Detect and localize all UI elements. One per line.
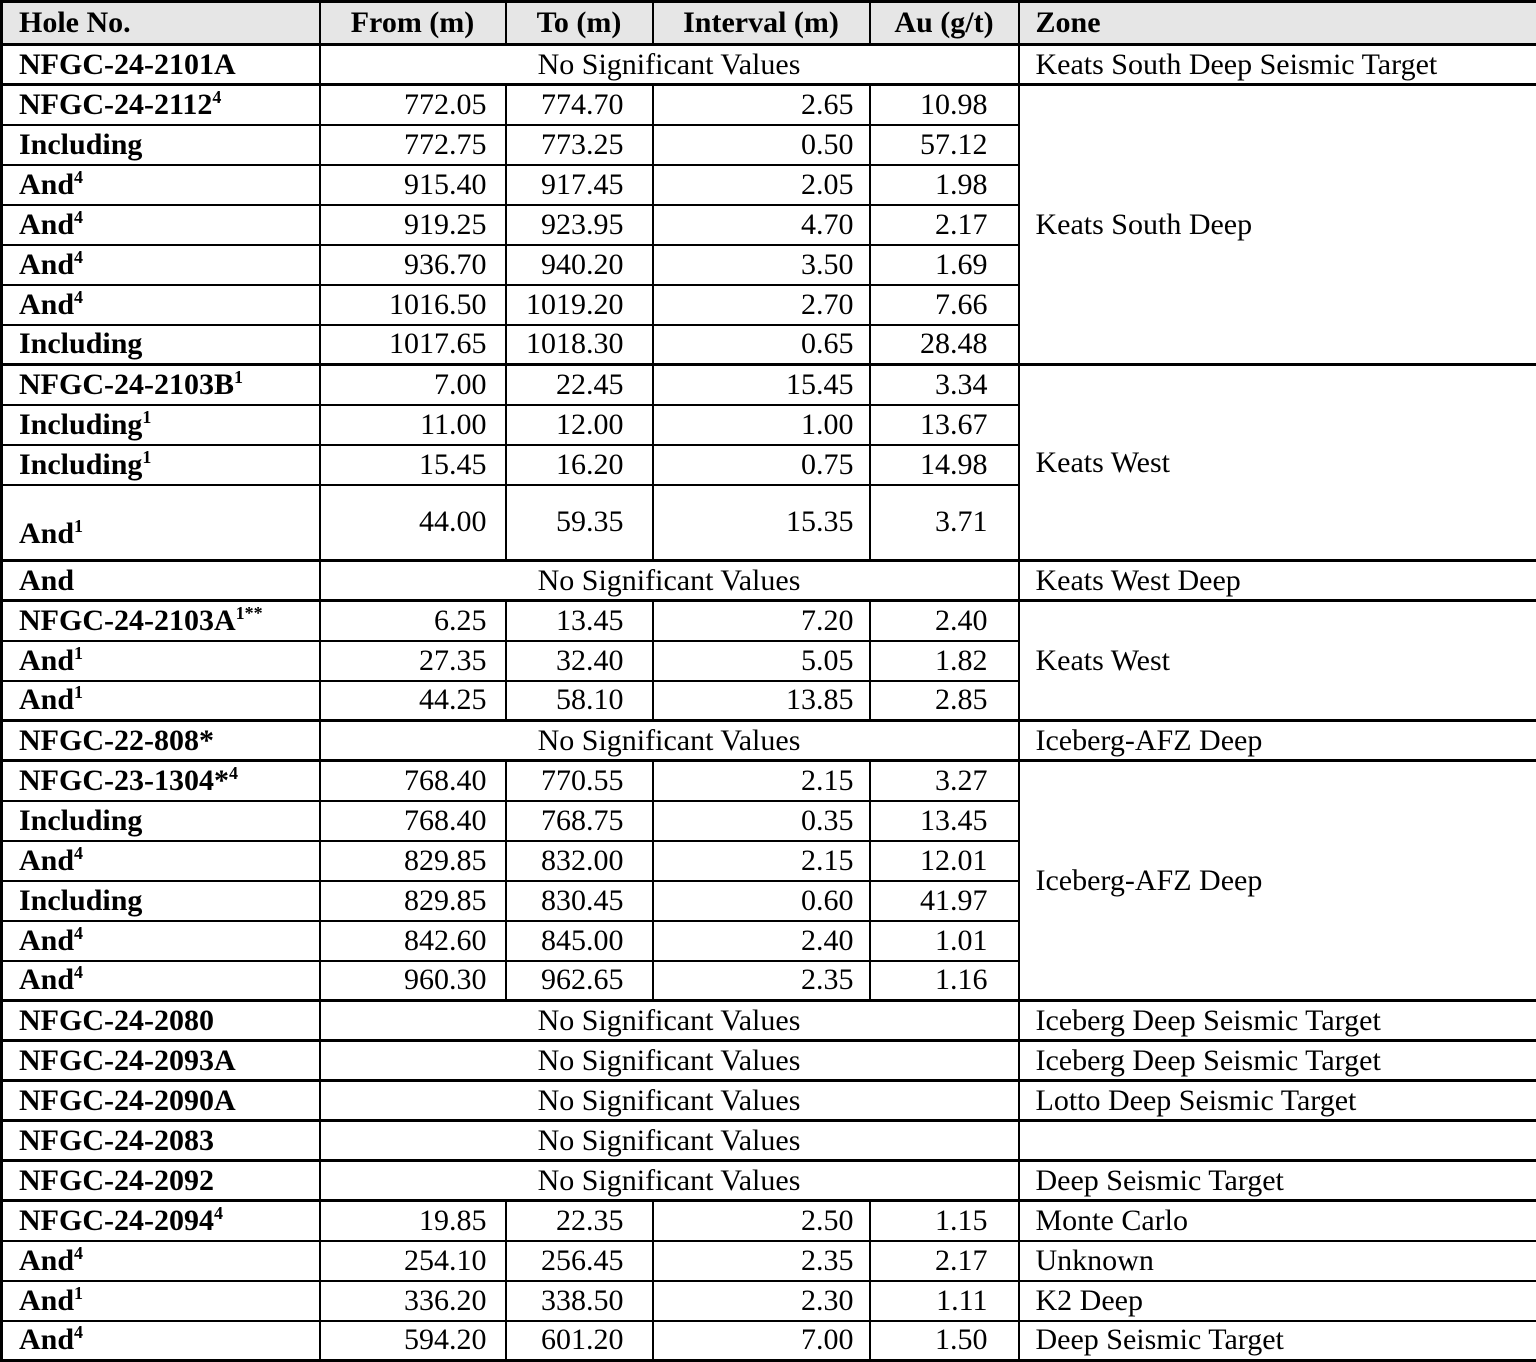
hole-no-cell [2, 485, 320, 561]
no-significant-values-cell: No Significant Values [320, 1041, 1019, 1081]
hole-no-cell [2, 761, 320, 801]
column-header-from: From (m) [320, 2, 506, 45]
hole-no-cell [2, 1321, 320, 1361]
interval-cell: 2.40 [653, 921, 870, 961]
hole-no-cell [2, 245, 320, 285]
hole-no-label: And [19, 564, 74, 597]
interval-cell: 15.45 [653, 365, 870, 405]
to-cell: 774.70 [506, 85, 653, 125]
column-header-interval: Interval (m) [653, 2, 870, 45]
hole-no-cell [2, 921, 320, 961]
no-significant-values-cell: No Significant Values [320, 721, 1019, 761]
interval-cell: 0.75 [653, 445, 870, 485]
zone-cell: K2 Deep [1019, 1281, 1536, 1321]
zone-cell: Iceberg-AFZ Deep [1019, 721, 1536, 761]
footnote-superscript: 4 [74, 962, 83, 982]
to-cell: 962.65 [506, 961, 653, 1001]
from-cell: 44.00 [320, 485, 506, 561]
interval-cell: 2.15 [653, 841, 870, 881]
interval-cell: 2.50 [653, 1201, 870, 1241]
hole-no-label: NFGC-24-2094 [19, 1204, 214, 1237]
footnote-superscript: 4 [74, 1243, 83, 1263]
table-row [2, 721, 1536, 761]
interval-cell: 4.70 [653, 205, 870, 245]
table-row [2, 601, 1536, 641]
footnote-superscript: 1** [236, 603, 263, 623]
interval-cell: 2.35 [653, 961, 870, 1001]
table-row [2, 761, 1536, 801]
hole-no-label: And [19, 168, 74, 201]
table-row [2, 1161, 1536, 1201]
footnote-superscript: 4 [212, 87, 221, 107]
no-significant-values-cell: No Significant Values [320, 45, 1019, 85]
from-cell: 594.20 [320, 1321, 506, 1361]
hole-no-label: And [19, 924, 74, 957]
interval-cell: 3.50 [653, 245, 870, 285]
footnote-superscript: 4 [74, 207, 83, 227]
column-header-zone: Zone [1019, 2, 1536, 45]
table-row [2, 561, 1536, 601]
from-cell: 915.40 [320, 165, 506, 205]
footnote-superscript: 4 [229, 763, 238, 783]
hole-no-cell [2, 561, 320, 601]
hole-no-cell [2, 365, 320, 405]
au-cell: 1.01 [870, 921, 1019, 961]
hole-no-label: And [19, 963, 74, 996]
from-cell: 768.40 [320, 801, 506, 841]
to-cell: 770.55 [506, 761, 653, 801]
interval-cell: 15.35 [653, 485, 870, 561]
column-header-hole-no: Hole No. [2, 2, 320, 45]
interval-cell: 7.20 [653, 601, 870, 641]
from-cell: 829.85 [320, 881, 506, 921]
hole-no-cell [2, 285, 320, 325]
zone-cell: Lotto Deep Seismic Target [1019, 1081, 1536, 1121]
hole-no-cell [2, 325, 320, 365]
hole-no-label: Including [19, 128, 142, 161]
interval-cell: 0.50 [653, 125, 870, 165]
zone-cell: Iceberg-AFZ Deep [1019, 761, 1536, 1001]
au-cell: 12.01 [870, 841, 1019, 881]
zone-cell: Deep Seismic Target [1019, 1161, 1536, 1201]
footnote-superscript: 4 [74, 247, 83, 267]
interval-cell: 2.65 [653, 85, 870, 125]
hole-no-label: Including [19, 448, 142, 481]
to-cell: 917.45 [506, 165, 653, 205]
footnote-superscript: 1 [74, 1283, 83, 1303]
footnote-superscript: 4 [74, 1322, 83, 1342]
table-row [2, 1001, 1536, 1041]
from-cell: 254.10 [320, 1241, 506, 1281]
table-row [2, 1041, 1536, 1081]
hole-no-label: Including [19, 804, 142, 837]
to-cell: 13.45 [506, 601, 653, 641]
table-row [2, 1241, 1536, 1281]
to-cell: 830.45 [506, 881, 653, 921]
au-cell: 13.45 [870, 801, 1019, 841]
interval-cell: 2.15 [653, 761, 870, 801]
hole-no-cell [2, 1001, 320, 1041]
zone-cell: Iceberg Deep Seismic Target [1019, 1001, 1536, 1041]
footnote-superscript: 1 [74, 516, 83, 536]
interval-cell: 0.35 [653, 801, 870, 841]
to-cell: 59.35 [506, 485, 653, 561]
zone-cell: Iceberg Deep Seismic Target [1019, 1041, 1536, 1081]
hole-no-cell [2, 125, 320, 165]
hole-no-label: Including [19, 327, 142, 360]
hole-no-cell [2, 1201, 320, 1241]
hole-no-cell [2, 681, 320, 721]
interval-cell: 2.05 [653, 165, 870, 205]
hole-no-label: NFGC-24-2103B [19, 368, 234, 401]
from-cell: 19.85 [320, 1201, 506, 1241]
from-cell: 768.40 [320, 761, 506, 801]
footnote-superscript: 1 [74, 643, 83, 663]
to-cell: 32.40 [506, 641, 653, 681]
hole-no-cell [2, 1121, 320, 1161]
to-cell: 58.10 [506, 681, 653, 721]
footnote-superscript: 4 [74, 287, 83, 307]
hole-no-cell [2, 841, 320, 881]
au-cell: 2.17 [870, 1241, 1019, 1281]
zone-cell: Keats South Deep [1019, 85, 1536, 365]
au-cell: 1.11 [870, 1281, 1019, 1321]
hole-no-label: NFGC-24-2103A [19, 604, 236, 637]
zone-cell: Monte Carlo [1019, 1201, 1536, 1241]
from-cell: 15.45 [320, 445, 506, 485]
from-cell: 7.00 [320, 365, 506, 405]
hole-no-label: Including [19, 884, 142, 917]
hole-no-cell [2, 641, 320, 681]
from-cell: 1017.65 [320, 325, 506, 365]
to-cell: 16.20 [506, 445, 653, 485]
to-cell: 256.45 [506, 1241, 653, 1281]
no-significant-values-cell: No Significant Values [320, 1121, 1019, 1161]
hole-no-label: And [19, 1244, 74, 1277]
column-header-au: Au (g/t) [870, 2, 1019, 45]
hole-no-label: And [19, 683, 74, 716]
hole-no-cell [2, 1081, 320, 1121]
to-cell: 845.00 [506, 921, 653, 961]
interval-cell: 7.00 [653, 1321, 870, 1361]
from-cell: 1016.50 [320, 285, 506, 325]
hole-no-label: NFGC-24-2090A [19, 1084, 236, 1117]
hole-no-label: And [19, 208, 74, 241]
hole-no-label: NFGC-24-2093A [19, 1044, 236, 1077]
au-cell: 1.16 [870, 961, 1019, 1001]
table-row [2, 85, 1536, 125]
header-row [2, 2, 1536, 45]
interval-cell: 2.70 [653, 285, 870, 325]
au-cell: 1.82 [870, 641, 1019, 681]
to-cell: 601.20 [506, 1321, 653, 1361]
hole-no-label: NFGC-24-2080 [19, 1004, 214, 1037]
hole-no-label: NFGC-24-2083 [19, 1124, 214, 1157]
hole-no-cell [2, 801, 320, 841]
to-cell: 940.20 [506, 245, 653, 285]
au-cell: 28.48 [870, 325, 1019, 365]
zone-cell: Keats West [1019, 601, 1536, 721]
from-cell: 336.20 [320, 1281, 506, 1321]
au-cell: 2.40 [870, 601, 1019, 641]
hole-no-label: And [19, 248, 74, 281]
from-cell: 44.25 [320, 681, 506, 721]
hole-no-cell [2, 1161, 320, 1201]
hole-no-label: NFGC-22-808* [19, 724, 214, 757]
hole-no-label: And [19, 517, 74, 550]
au-cell: 7.66 [870, 285, 1019, 325]
from-cell: 842.60 [320, 921, 506, 961]
hole-no-cell [2, 1241, 320, 1281]
footnote-superscript: 4 [74, 843, 83, 863]
zone-cell: Keats West Deep [1019, 561, 1536, 601]
footnote-superscript: 4 [74, 923, 83, 943]
to-cell: 1019.20 [506, 285, 653, 325]
zone-cell: Keats South Deep Seismic Target [1019, 45, 1536, 85]
zone-cell: Unknown [1019, 1241, 1536, 1281]
to-cell: 923.95 [506, 205, 653, 245]
to-cell: 773.25 [506, 125, 653, 165]
hole-no-label: And [19, 644, 74, 677]
interval-cell: 1.00 [653, 405, 870, 445]
au-cell: 1.69 [870, 245, 1019, 285]
au-cell: 41.97 [870, 881, 1019, 921]
au-cell: 2.85 [870, 681, 1019, 721]
column-header-to: To (m) [506, 2, 653, 45]
to-cell: 12.00 [506, 405, 653, 445]
interval-cell: 5.05 [653, 641, 870, 681]
hole-no-cell [2, 405, 320, 445]
zone-cell: Keats West [1019, 365, 1536, 561]
no-significant-values-cell: No Significant Values [320, 561, 1019, 601]
to-cell: 338.50 [506, 1281, 653, 1321]
footnote-superscript: 1 [142, 447, 151, 467]
au-cell: 1.15 [870, 1201, 1019, 1241]
hole-no-cell [2, 165, 320, 205]
hole-no-cell [2, 85, 320, 125]
au-cell: 57.12 [870, 125, 1019, 165]
from-cell: 936.70 [320, 245, 506, 285]
zone-cell [1019, 1121, 1536, 1161]
interval-cell: 2.30 [653, 1281, 870, 1321]
hole-no-cell [2, 961, 320, 1001]
from-cell: 829.85 [320, 841, 506, 881]
au-cell: 3.34 [870, 365, 1019, 405]
hole-no-label: And [19, 1284, 74, 1317]
to-cell: 22.45 [506, 365, 653, 405]
table-row [2, 1121, 1536, 1161]
zone-cell: Deep Seismic Target [1019, 1321, 1536, 1361]
to-cell: 768.75 [506, 801, 653, 841]
au-cell: 10.98 [870, 85, 1019, 125]
au-cell: 1.50 [870, 1321, 1019, 1361]
au-cell: 3.71 [870, 485, 1019, 561]
footnote-superscript: 4 [214, 1203, 223, 1223]
hole-no-label: And [19, 1323, 74, 1356]
au-cell: 13.67 [870, 405, 1019, 445]
hole-no-label: NFGC-24-2092 [19, 1164, 214, 1197]
to-cell: 22.35 [506, 1201, 653, 1241]
hole-no-cell [2, 721, 320, 761]
footnote-superscript: 4 [74, 167, 83, 187]
interval-cell: 0.60 [653, 881, 870, 921]
hole-no-label: And [19, 288, 74, 321]
hole-no-label: And [19, 844, 74, 877]
hole-no-cell [2, 601, 320, 641]
hole-no-label: NFGC-23-1304* [19, 764, 229, 797]
hole-no-label: NFGC-24-2101A [19, 48, 236, 81]
table-row [2, 1081, 1536, 1121]
hole-no-cell [2, 1041, 320, 1081]
hole-no-label: Including [19, 408, 142, 441]
au-cell: 2.17 [870, 205, 1019, 245]
footnote-superscript: 1 [234, 367, 243, 387]
table-row [2, 1201, 1536, 1241]
interval-cell: 0.65 [653, 325, 870, 365]
hole-no-cell [2, 205, 320, 245]
from-cell: 27.35 [320, 641, 506, 681]
from-cell: 919.25 [320, 205, 506, 245]
interval-cell: 2.35 [653, 1241, 870, 1281]
hole-no-cell [2, 445, 320, 485]
au-cell: 3.27 [870, 761, 1019, 801]
hole-no-cell [2, 45, 320, 85]
from-cell: 11.00 [320, 405, 506, 445]
to-cell: 832.00 [506, 841, 653, 881]
au-cell: 1.98 [870, 165, 1019, 205]
hole-no-label: NFGC-24-2112 [19, 88, 212, 121]
table-row [2, 1321, 1536, 1361]
from-cell: 6.25 [320, 601, 506, 641]
from-cell: 772.75 [320, 125, 506, 165]
table-row [2, 45, 1536, 85]
footnote-superscript: 1 [142, 407, 151, 427]
from-cell: 960.30 [320, 961, 506, 1001]
au-cell: 14.98 [870, 445, 1019, 485]
table-row [2, 365, 1536, 405]
no-significant-values-cell: No Significant Values [320, 1161, 1019, 1201]
hole-no-cell [2, 1281, 320, 1321]
no-significant-values-cell: No Significant Values [320, 1081, 1019, 1121]
no-significant-values-cell: No Significant Values [320, 1001, 1019, 1041]
footnote-superscript: 1 [74, 682, 83, 702]
hole-no-cell [2, 881, 320, 921]
to-cell: 1018.30 [506, 325, 653, 365]
table-row [2, 1281, 1536, 1321]
from-cell: 772.05 [320, 85, 506, 125]
interval-cell: 13.85 [653, 681, 870, 721]
